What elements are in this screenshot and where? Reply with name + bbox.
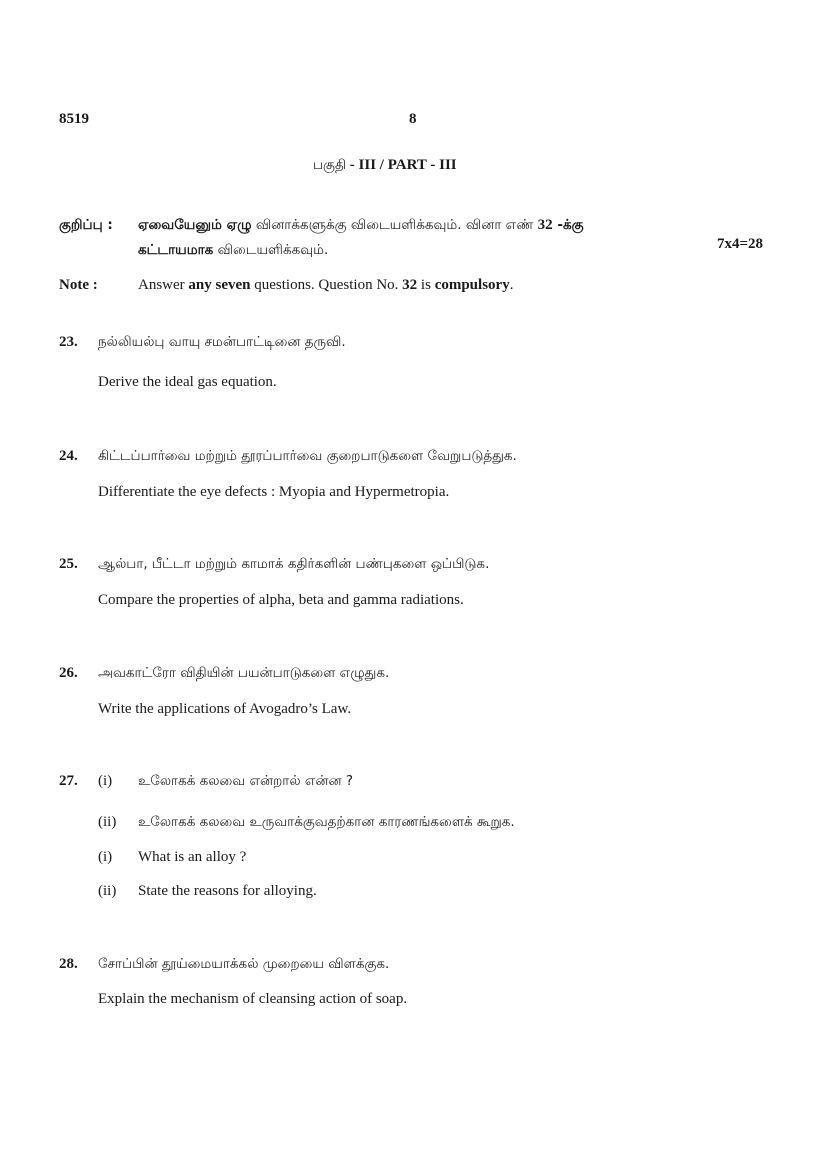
- instruction-emphasis-1: ஏவையேனும் ஏழு: [138, 217, 252, 233]
- instruction-line-2: [138, 242, 328, 260]
- question-number: 23.: [59, 334, 78, 350]
- note-emphasis-1: any seven: [188, 277, 251, 293]
- question-text-english: Derive the ideal gas equation.: [98, 374, 277, 390]
- subpart-text-english: What is an alloy ?: [138, 849, 247, 865]
- note-label: Note :: [59, 277, 98, 293]
- question-number: 25.: [59, 556, 78, 572]
- instruction-emphasis-2: கட்டாயமாக: [138, 242, 214, 258]
- subpart-label: (ii): [98, 883, 117, 899]
- question-text-english: Compare the properties of alpha, beta and gamma radiations.: [98, 592, 464, 608]
- question-text-tamil: அவகாட்ரோ விதியின் பயன்பாடுகளை எழுதுக.: [98, 665, 390, 681]
- note-text-3: is: [417, 277, 435, 293]
- question-text-tamil: கிட்டப்பார்வை மற்றும் தூரப்பார்வை குறைபாடுகளை வேறுபடுத்துக.: [98, 448, 517, 464]
- subpart-text-tamil: உலோகக் கலவை உருவாக்குவதற்கான காரணங்களைக் கூறுக.: [138, 814, 515, 830]
- question-number: 28.: [59, 956, 78, 972]
- question-number: 26.: [59, 665, 78, 681]
- question-text-english: Explain the mechanism of cleansing action of soap.: [98, 991, 408, 1007]
- question-text-tamil: நல்லியல்பு வாயு சமன்பாட்டினை தருவி.: [98, 334, 346, 350]
- question-number: 24.: [59, 448, 78, 464]
- instruction-suffix: -க்கு: [552, 217, 584, 233]
- note-emphasis-2: 32: [402, 277, 418, 293]
- subpart-label: (ii): [98, 814, 117, 830]
- instruction-question-number: 32: [537, 217, 553, 233]
- part-heading-english: - III / PART - III: [346, 157, 457, 173]
- subpart-label: (i): [98, 849, 113, 865]
- instruction-text-1: வினாக்களுக்கு விடையளிக்கவும். வினா எண்: [251, 217, 538, 233]
- marks-allocation: 7x4=28: [717, 236, 764, 252]
- question-number: 27.: [59, 773, 78, 789]
- note-text-4: .: [509, 277, 514, 293]
- question-text-tamil: சோப்பின் தூய்மையாக்கல் முறையை விளக்குக.: [98, 956, 390, 972]
- note-emphasis-3: compulsory: [434, 277, 510, 293]
- subpart-label: (i): [98, 773, 113, 789]
- note-text: [138, 277, 513, 294]
- page-number: 8: [409, 111, 417, 127]
- question-text-english: Write the applications of Avogadro’s Law.: [98, 701, 352, 717]
- question-text-tamil: ஆல்பா, பீட்டா மற்றும் காமாக் கதிர்களின் பண்புகளை ஒப்பிடுக.: [98, 556, 490, 572]
- instruction-line-1: [138, 217, 584, 235]
- subpart-text-tamil: உலோகக் கலவை என்றால் என்ன ?: [138, 773, 354, 789]
- question-text-english: Differentiate the eye defects : Myopia and Hypermetropia.: [98, 484, 450, 500]
- instruction-label: குறிப்பு :: [59, 217, 113, 233]
- note-text-2: questions. Question No.: [250, 277, 403, 293]
- paper-code: 8519: [59, 111, 89, 127]
- part-heading: [313, 157, 457, 175]
- part-heading-tamil: பகுதி: [313, 157, 347, 173]
- subpart-text-english: State the reasons for alloying.: [138, 883, 317, 899]
- note-text-1: Answer: [138, 277, 189, 293]
- instruction-text-2: விடையளிக்கவும்.: [213, 242, 329, 258]
